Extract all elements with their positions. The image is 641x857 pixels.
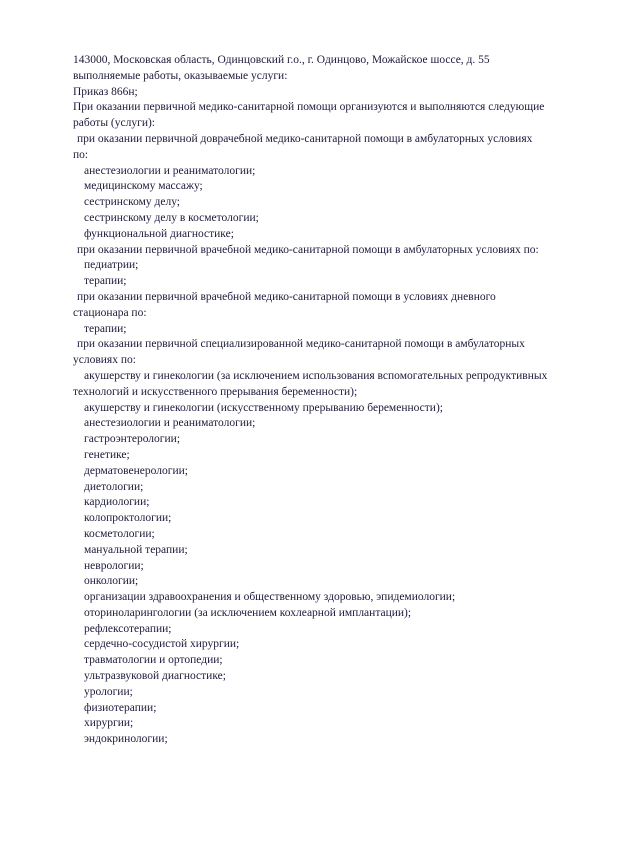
document-line: при оказании первичной специализированной медико-санитарной помощи в амбулаторных bbox=[77, 338, 525, 351]
document-line: сердечно-сосудистой хирургии; bbox=[84, 638, 240, 651]
document-line: эндокринологии; bbox=[84, 733, 168, 746]
document-line: организации здравоохранения и общественному здоровью, эпидемиологии; bbox=[84, 591, 456, 604]
document-line: акушерству и гинекологии (искусственному прерыванию беременности); bbox=[84, 401, 443, 414]
document-line: неврологии; bbox=[84, 559, 144, 572]
document-line: 143000, Московская область, Одинцовский г.о., г. Одинцово, Можайское шоссе, д. 55 bbox=[73, 54, 490, 66]
document-line: стационара по: bbox=[73, 306, 147, 319]
document-line: работы (услуги): bbox=[73, 117, 155, 130]
document-line: медицинскому массажу; bbox=[84, 180, 203, 193]
document-line: генетике; bbox=[84, 448, 130, 461]
document-line: анестезиологии и реаниматологии; bbox=[84, 417, 256, 430]
document-line: При оказании первичной медико-санитарной помощи организуются и выполняются следующие bbox=[73, 101, 545, 114]
document-line: колопроктологии; bbox=[84, 512, 172, 525]
document-line: кардиологии; bbox=[84, 496, 150, 509]
document-line: дерматовенерологии; bbox=[84, 464, 188, 477]
document-line: условиях по: bbox=[73, 354, 136, 367]
document-line: ультразвуковой диагностике; bbox=[84, 670, 226, 683]
document-line: при оказании первичной врачебной медико-санитарной помощи в амбулаторных условиях по: bbox=[77, 243, 539, 256]
document-line: сестринскому делу; bbox=[84, 196, 180, 209]
document-line: терапии; bbox=[84, 322, 127, 335]
document-line: физиотерапии; bbox=[84, 701, 157, 714]
document-line: технологий и искусственного прерывания беременности); bbox=[73, 385, 358, 398]
document-line: при оказании первичной доврачебной медико-санитарной помощи в амбулаторных условиях bbox=[77, 132, 533, 145]
document-line: мануальной терапии; bbox=[84, 543, 188, 556]
document-line: гастроэнтерологии; bbox=[84, 433, 181, 446]
document-line: выполняемые работы, оказываемые услуги: bbox=[73, 69, 288, 82]
document-line: педиатрии; bbox=[84, 259, 139, 272]
document-line: терапии; bbox=[84, 275, 127, 288]
document-line: по: bbox=[73, 148, 89, 161]
document-line: хирургии; bbox=[84, 717, 134, 730]
document-line: косметологии; bbox=[84, 527, 155, 540]
document-line: рефлексотерапии; bbox=[84, 622, 172, 635]
document-body bbox=[73, 53, 613, 748]
document-line: диетологии; bbox=[84, 480, 144, 493]
document-line: функциональной диагностике; bbox=[84, 227, 234, 240]
document-line: травматологии и ортопедии; bbox=[84, 654, 223, 667]
document-line: онкологии; bbox=[84, 575, 139, 588]
document-line: акушерству и гинекологии (за исключением использования вспомогательных репродуктивных bbox=[84, 369, 548, 382]
document-line: анестезиологии и реаниматологии; bbox=[84, 164, 256, 177]
document-line: Приказ 866н; bbox=[73, 85, 138, 98]
document-line: при оказании первичной врачебной медико-санитарной помощи в условиях дневного bbox=[77, 290, 496, 303]
document-line: сестринскому делу в косметологии; bbox=[84, 211, 259, 224]
document-line: урологии; bbox=[84, 685, 133, 698]
document-line: оториноларингологии (за исключением кохлеарной имплантации); bbox=[84, 606, 412, 619]
